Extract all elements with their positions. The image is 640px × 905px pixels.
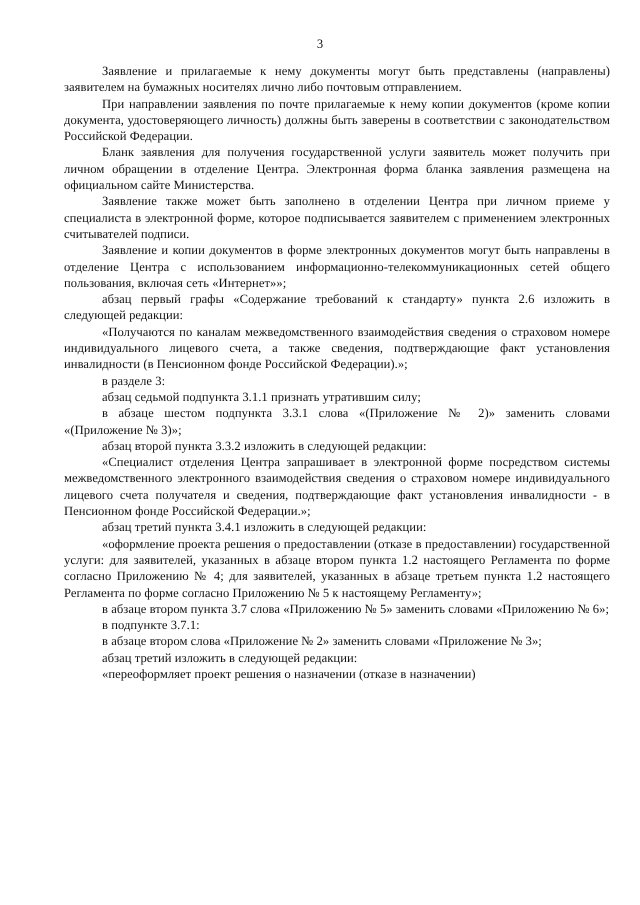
paragraph-submission-methods: Заявление и прилагаемые к нему документы могут быть представлены (направлены) заявителем на бумажных носителях лично либо почтовым отправлением. [64, 64, 610, 95]
paragraph-amendment-3-4-1: абзац третий пункта 3.4.1 изложить в следующей редакции: [102, 520, 427, 535]
paragraph-amendment-2-6: абзац первый графы «Содержание требований к стандарту» пункта 2.6 изложить в следующей редакции: [64, 292, 610, 323]
paragraph-amendment-third-paragraph: абзац третий изложить в следующей редакции: [102, 650, 358, 665]
paragraph-amendment-3-3-1: в абзаце шестом подпункта 3.3.1 слова «(Приложение № 2)» заменить словами «(Приложение № 3)»; [64, 406, 610, 437]
paragraph-quote-specialist: «Специалист отделения Центра запрашивает в электронной форме посредством системы межведомственного электронного взаимодействия сведения о страховом номере индивидуального лицевого счета получателя и сведения, подтверждающие факт установления инвалидности - в Пенсионном фонде Российской Федерации.»; [64, 455, 610, 519]
paragraph-amendment-3-1-1: абзац седьмой подпункта 3.1.1 признать утратившим силу; [102, 389, 421, 404]
paragraph-electronic-filling: Заявление также может быть заполнено в отделении Центра при личном приеме у специалиста в электронной форме, которое подписывается заявителем с применением электронных считывателей подписи. [64, 194, 610, 241]
paragraph-amendment-second-paragraph: в абзаце втором слова «Приложение № 2» заменить словами «Приложение № 3»; [102, 634, 542, 649]
paragraph-quote-interagency: «Получаются по каналам межведомственного взаимодействия сведения о страховом номере индивидуального лицевого счета, а также сведения, подтверждающие факт установления инвалидности (в Пенсионном фонде Российской Федерации).»; [64, 324, 610, 372]
paragraph-amendment-3-7: в абзаце втором пункта 3.7 слова «Приложению № 5» заменить словами «Приложению № 6»; [102, 601, 610, 616]
paragraph-subsection-3-7-1: в подпункте 3.7.1: [102, 618, 200, 633]
paragraph-postal-copies: При направлении заявления по почте прилагаемые к нему копии документов (кроме копии документа, удостоверяющего личность) должны быть заверены в соответствии с законодательством Российской Федерации. [64, 96, 610, 144]
paragraph-application-form: Бланк заявления для получения государственной услуги заявитель может получить при личном обращении в отделение Центра. Электронная форма бланка заявления размещена на официальном сайте Министерства. [64, 145, 610, 193]
page-number: 3 [316, 37, 324, 51]
paragraph-quote-reissue: «переоформляет проект решения о назначении (отказе в назначении) [102, 666, 476, 681]
paragraph-amendment-3-3-2: абзац второй пункта 3.3.2 изложить в следующей редакции: [102, 438, 427, 453]
document-body [64, 63, 610, 682]
paragraph-electronic-documents: Заявление и копии документов в форме электронных документов могут быть направлены в отделение Центра с использованием информационно-телекоммуникационных сетей общего пользования, включая сеть «Интернет»»; [64, 243, 610, 290]
paragraph-section-3: в разделе 3: [102, 373, 166, 388]
paragraph-quote-decision-draft: «оформление проекта решения о предоставлении (отказе в предоставлении) государственной услуги: для заявителей, указанных в абзаце втором пункта 1.2 настоящего Регламента по форме согласно Приложению № 4; для заявителей, указанных в абзаце третьем пункта 1.2 настоящего Регламента по форме согласно Приложению № 5 к настоящему Регламенту»; [64, 536, 610, 600]
